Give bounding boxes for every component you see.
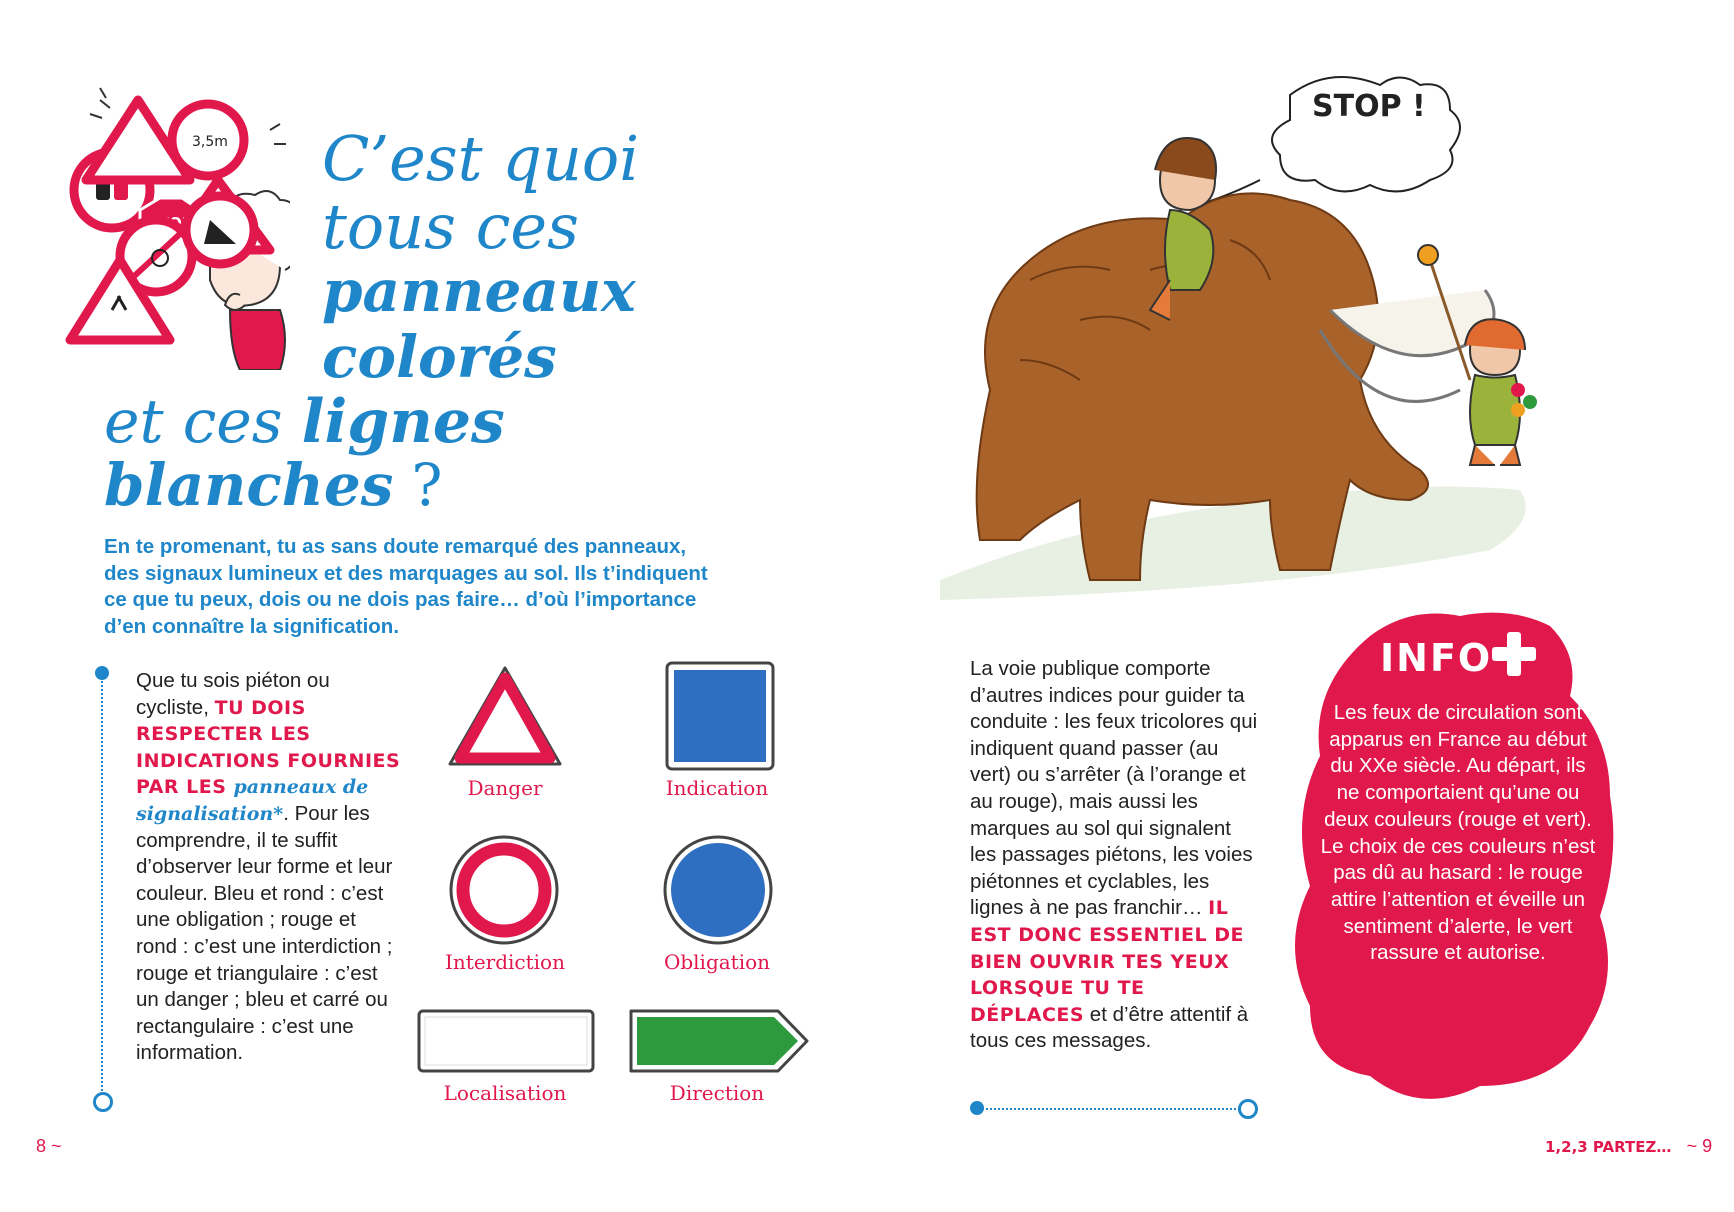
interdiction-sign: [448, 834, 560, 946]
info-title: INFO: [1380, 636, 1493, 680]
right-line-left-dot: [970, 1101, 984, 1115]
sign-width-label: 3,5m: [192, 134, 228, 150]
direction-label: Direction: [669, 1081, 765, 1105]
indication-sign: [664, 660, 776, 772]
page-title-line-4: colorés: [322, 323, 557, 391]
localisation-label: Localisation: [443, 1081, 567, 1105]
page-title-line-5: [104, 387, 505, 457]
page-title-line-3: panneaux: [322, 257, 636, 325]
speech-bubble-text: STOP !: [1312, 89, 1426, 124]
left-line-top-dot: [95, 666, 109, 680]
localisation-sign: [416, 1008, 596, 1074]
page-title-line-2: tous ces: [322, 190, 579, 263]
title-question-mark: ?: [411, 451, 443, 519]
right-page-number: ~ 9: [1686, 1136, 1713, 1156]
direction-sign: [628, 1008, 810, 1074]
right-body-p2: et d’être attentif à tous ces messages.: [970, 1002, 1249, 1053]
right-dotted-line: [978, 1108, 1248, 1110]
interdiction-label: Interdiction: [445, 950, 565, 974]
page-title-line-6: [104, 451, 443, 519]
left-body-p2: . Pour les comprendre, il te suffit d’observer leur forme et leur couleur. Bleu et rond : c’est une obligation ; rouge et rond : c’est une interdiction ; rouge et triangulaire : c’est un danger ; bleu et carré ou rectangulaire : c’est une information.: [136, 801, 393, 1065]
signs-child-illustration: [60, 80, 290, 370]
left-page-number: 8 ~: [36, 1136, 62, 1156]
right-line-right-dot: [1238, 1099, 1258, 1119]
title-blanches: blanches: [104, 451, 394, 519]
right-body-p1: La voie publique comporte d’autres indices pour guider ta conduite : les feux tricolores qui indiquent quand passer (au vert) ou s’arrêter (à l’orange et au rouge), mais aussi les marques au sol qui signalent les passages piétons, les voies piétonnes et cyclables, les lignes à ne pas franchir…: [970, 657, 1258, 920]
right-footer: [1545, 1136, 1712, 1157]
danger-sign: [444, 662, 566, 770]
intro-paragraph: En te promenant, tu as sans doute remarqué des panneaux, des signaux lumineux et des marquages au sol. Ils t’indiquent ce que tu peux, dois ou ne dois pas faire… d’où l’importance d’en connaître la signification.: [104, 535, 708, 638]
indication-label: Indication: [665, 776, 769, 800]
obligation-label: Obligation: [663, 950, 771, 974]
left-line-bottom-dot: [93, 1092, 113, 1112]
right-body-emphasis: IL EST DONC ESSENTIEL DE BIEN OUVRIR TES YEUX LORSQUE TU TE DÉPLACES: [970, 897, 1244, 1026]
page-title-line-1: C’est quoi: [322, 122, 640, 195]
mammoth-illustration: [930, 60, 1550, 620]
obligation-sign: [662, 834, 774, 946]
danger-label: Danger: [467, 776, 543, 800]
left-dotted-line: [101, 674, 105, 1102]
left-body-text: [136, 668, 401, 1067]
left-body-emphasis: TU DOIS RESPECTER LES INDICATIONS FOURNIES PAR LES: [136, 696, 401, 799]
right-body-text: [970, 656, 1260, 1055]
plus-icon: [1488, 628, 1540, 680]
section-name: 1,2,3 PARTEZ…: [1545, 1138, 1672, 1156]
info-text: Les feux de circulation sont apparus en France au début du XXe siècle. Au départ, ils ne comportaient qu’une ou deux couleurs (rouge et vert). Le choix de ces couleurs n’est pas dû au hasard : le rouge attire l’attention et éveille un sentiment d’alerte, le vert rassure et autorise.: [1320, 701, 1596, 965]
left-body-p1: Que tu sois piéton ou cycliste,: [136, 669, 330, 719]
title-lignes: lignes: [301, 387, 505, 457]
title-et-ces: et ces: [104, 387, 302, 457]
left-body-term: panneaux de signalisation*: [136, 776, 369, 825]
